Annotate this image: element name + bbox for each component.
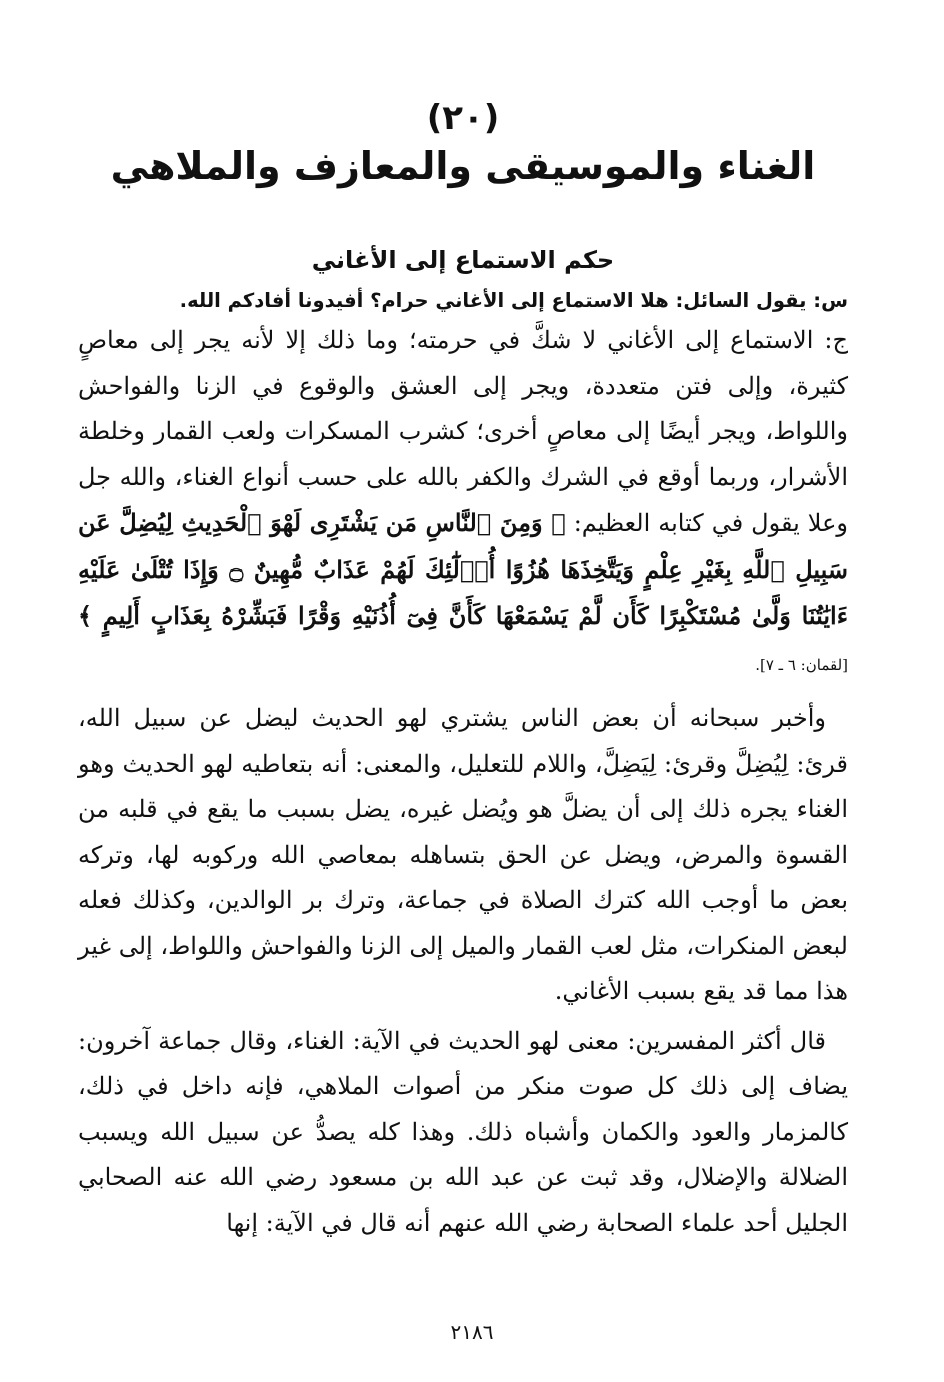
quran-reference: [لقمان: ٦ ـ ٧]. [755,655,848,674]
page-number: ٢١٨٦ [450,1320,494,1344]
section-title: حكم الاستماع إلى الأغاني [311,246,615,274]
quran-verse: ﴿ وَمِنَ ٱلنَّاسِ مَن يَشْتَرِى لَهْوَ ٱلْحَدِيثِ لِيُضِلَّ عَن سَبِيلِ ٱللَّهِ بِغَيْرِ عِلْمٍ وَيَتَّخِذَهَا هُزُوًا أُو۟لَٰٓئِكَ لَهُمْ عَذَابٌ مُّهِينٌ ۝ وَإِذَا تُتْلَىٰ عَلَيْهِ ءَايَٰتُنَا وَلَّىٰ مُسْتَكْبِرًا كَأَن لَّمْ يَسْمَعْهَا كَأَنَّ فِىٓ أُذُنَيْهِ وَقْرًا فَبَشِّرْهُ بِعَذَابٍ أَلِيمٍ ﴾ [78,508,848,630]
answer-intro: ج: الاستماع إلى الأغاني لا شكَّ في حرمته؛ وما ذلك إلا لأنه يجر إلى معاصٍ كثيرة، وإلى فتن متعددة، ويجر إلى العشق والوقوع في الزنا والفواحش واللواط، ويجر أيضًا إلى معاصٍ أخرى؛ كشرب المسكرات ولعب القمار وخلطة الأشرار، وربما أوقع في الشرك والكفر بالله على حسب أنواع الغناء، والله جل وعلا يقول في كتابه العظيم: [78,326,849,537]
chapter-title: الغناء والموسيقى والمعازف والملاهي [110,144,816,188]
paragraph-2: وأخبر سبحانه أن بعض الناس يشتري لهو الحديث ليضل عن سبيل الله، قرئ: لِيُضِلَّ وقرئ: لِيَضِلَّ، واللام للتعليل، والمعنى: أنه بتعاطيه لهو الحديث وهو الغناء يجره ذلك إلى أن يضلَّ هو ويُضل غيره، يضل بسبب ما يقع في قلبه من القسوة والمرض، ويضل عن الحق بتساهله بمعاصي الله وركوبه لها، وتركه بعض ما أوجب الله كترك الصلاة في جماعة، وترك بر الوالدين، وكذلك فعله لبعض المنكرات، مثل لعب القمار والميل إلى الزنا والفواحش واللواط، إلى غير هذا مما قد يقع بسبب الأغاني. [78,704,848,1005]
document-page [78,96,848,1366]
question-text: س: يقول السائل: هلا الاستماع إلى الأغاني حرام؟ أفيدونا أفادكم الله. [179,289,848,312]
answer-paragraph [78,318,848,688]
paragraph-3: قال أكثر المفسرين: معنى لهو الحديث في الآية: الغناء، وقال جماعة آخرون: يضاف إلى ذلك كل صوت منكر من أصوات الملاهي، فإنه داخل في ذلك، كالمزمار والعود والكمان وأشباه ذلك. وهذا كله يصدُّ عن سبيل الله ويسبب الضلالة والإضلال، وقد ثبت عن عبد الله بن مسعود رضي الله عنه الصحابي الجليل أحد علماء الصحابة رضي الله عنهم أنه قال في الآية: إنها [78,1026,848,1237]
chapter-number: (٢٠) [426,98,500,138]
